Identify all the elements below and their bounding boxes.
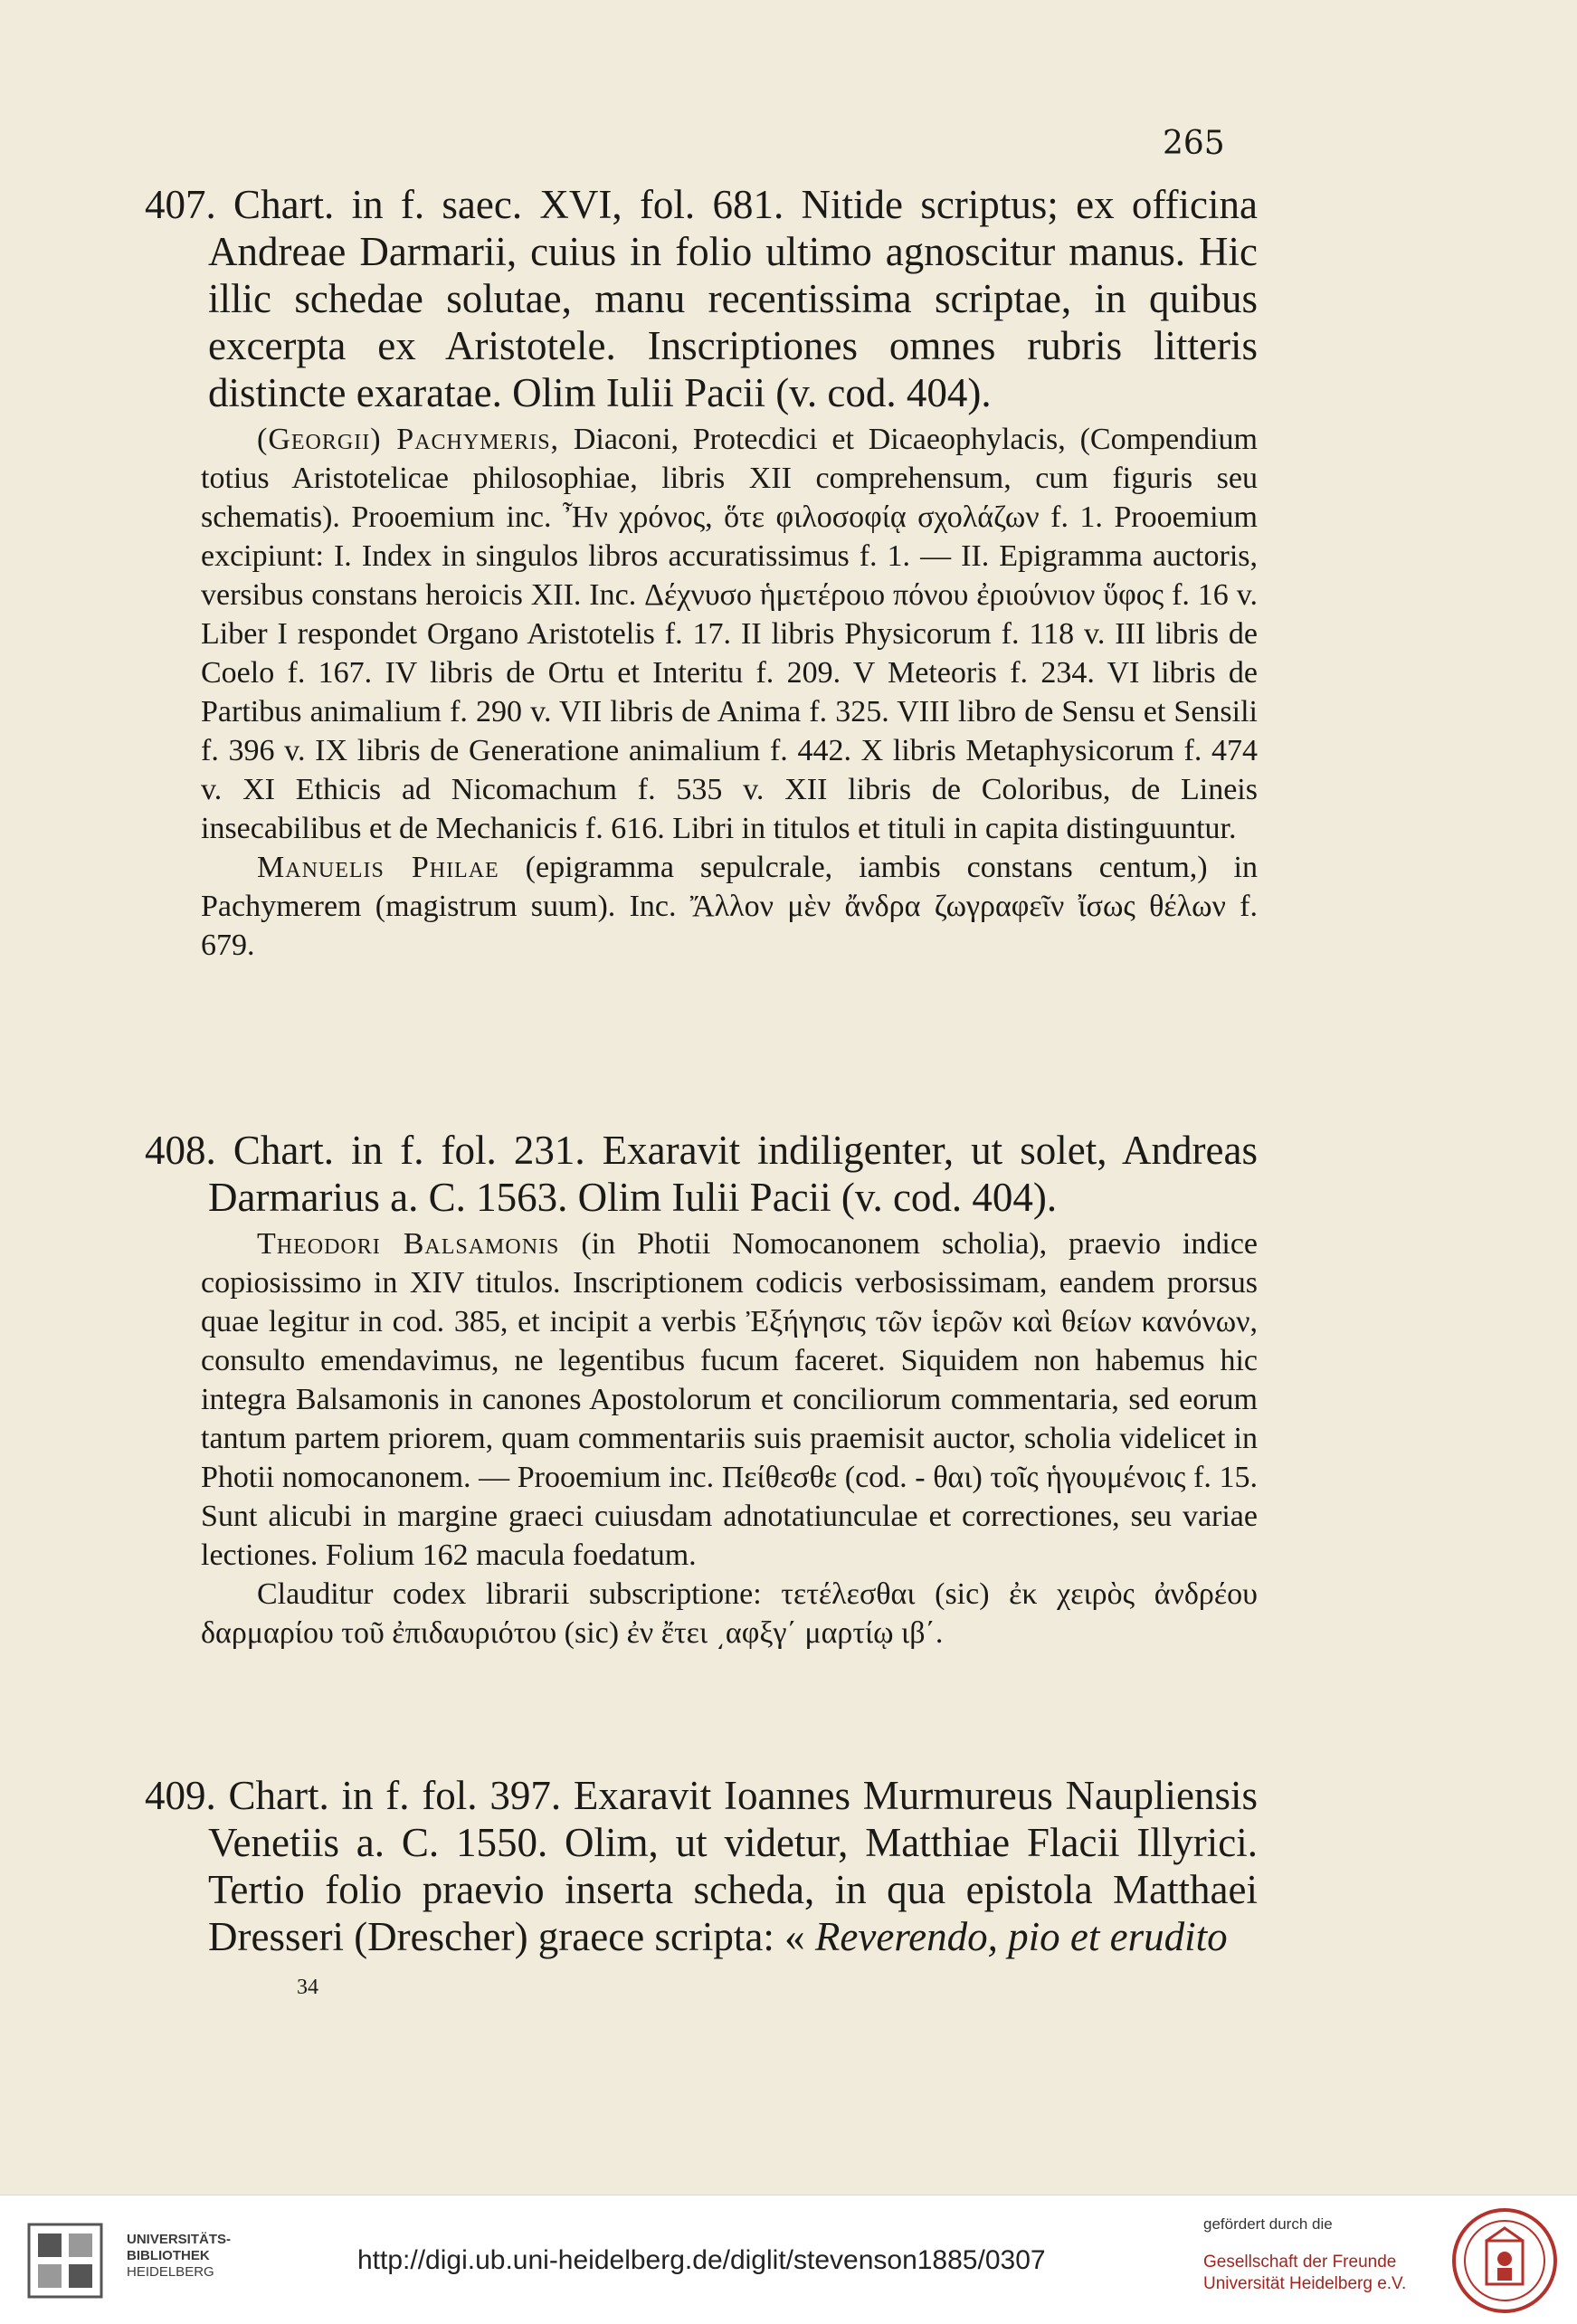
author-name: Theodori Balsamonis xyxy=(257,1227,560,1261)
author-name: (Georgii) Pachymeris, xyxy=(257,423,560,456)
author-name: Manuelis Philae xyxy=(257,851,499,884)
sponsor-name xyxy=(1203,2252,1475,2295)
paragraph-text: (in Photii Nomocanonem scholia), praevio indice copiosissimo in XIV titulos. Inscriptionem codicis verbosissimam, eandem prorsus quae legitur in cod. 385, et incipit a verbis Ἐξήγησις τῶν ἱερῶν καὶ θείων κανόνων, consulto emendavimus, ne legentibus fucum faceret. Siquidem non habemus hic integra Balsamonis in canones Apostolorum et conciliorum commentaria, sed eorum tantum partem priorem, quam commentariis suis praemisit auctor, scholia videlicet in Photii nomocanonem. — Prooemium inc. Πείθεσθε (cod. - θαι) τοῖς ἡγουμένοις f. 15. Sunt alicubi in margine graeci cuiusdam adnotatiunculae et correctiones, seu variae lectiones. Folium 162 macula foedatum. xyxy=(201,1227,1258,1572)
permalink-url[interactable]: http://digi.ub.uni-heidelberg.de/diglit/stevenson1885/0307 xyxy=(357,2245,1046,2275)
sponsor-name-line: Universität Heidelberg e.V. xyxy=(1203,2274,1407,2293)
library-name xyxy=(127,2232,280,2281)
library-logo-icon xyxy=(25,2221,105,2300)
entry-paragraph: Clauditur codex librarii subscriptione: τετέλεσθαι (sic) ἐκ χειρὸς ἀνδρέου δαρμαρίου τοῦ ἐπιδαυριότου (sic) ἐν ἔτει ͵αφξγ΄ μαρτίῳ ιβ΄. xyxy=(201,1577,1258,1650)
entry-heading: 407. Chart. in f. saec. XVI, fol. 681. Nitide scriptus; ex officina Andreae Darmarii, cuius in folio ultimo agnoscitur manus. Hic illic schedae solutae, manu recentissima scriptae, in quibus excerpta ex Aristotele. Inscriptiones omnes rubris litteris distincte exaratae. Olim Iulii Pacii (v. cod. 404). xyxy=(145,182,1258,415)
heading-text: 409. Chart. in f. fol. 397. Exaravit Ioannes Murmureus Naupliensis Venetiis a. C. 1550. Olim, ut videtur, Matthiae Flacii Illyrici. Tertio folio praevio inserta scheda, in qua epistola Matthaei Dresseri (Drescher) graece scripta: « xyxy=(145,1773,1258,1959)
sponsor-name-line: Gesellschaft der Freunde xyxy=(1203,2253,1397,2272)
entry-paragraph xyxy=(145,1224,1258,1575)
signature-mark: 34 xyxy=(297,1976,318,1999)
entry-paragraph xyxy=(145,420,1258,848)
entry-heading: 408. Chart. in f. fol. 231. Exaravit indiligenter, ut solet, Andreas Darmarius a. C. 1563. Olim Iulii Pacii (v. cod. 404). xyxy=(145,1128,1258,1220)
library-name-line: HEIDELBERG xyxy=(127,2264,214,2280)
sponsor-label: gefördert durch die xyxy=(1203,2215,1333,2233)
university-seal-icon xyxy=(1450,2206,1559,2315)
entry-407 xyxy=(145,181,1258,965)
page-number: 265 xyxy=(1163,125,1225,162)
heading-italic-text: Reverendo, pio et erudito xyxy=(814,1914,1228,1959)
paragraph-text: (epigramma sepulcrale, iambis constans centum,) in Pachymerem (magistrum suum). Inc. Ἄλλον μὲν ἄνδρα ζωγραφεῖν ἴσως θέλων f. 679. xyxy=(201,851,1258,962)
library-name-line: BIBLIOTHEK xyxy=(127,2248,210,2263)
paragraph-text: Diaconi, Protecdici et Dicaeophylacis, (Compendium totius Aristotelicae philosophiae, libris XII comprehensum, cum figuris seu schematis). Prooemium inc. Ἦν χρόνος, ὅτε φιλοσοφίᾳ σχολάζων f. 1. Prooemium excipiunt: I. Index in singulos libros accuratissimus f. 1. — II. Epigramma auctoris, versibus constans heroicis XII. Inc. Δέχνυσο ἡμετέροιο πόνου ἐριούνιον ὕφος f. 16 v. Liber I respondet Organo Aristotelis f. 17. II libris Physicorum f. 118 v. III libris de Coelo f. 167. IV libris de Ortu et Interitu f. 209. V Meteoris f. 234. VI libris de Partibus animalium f. 290 v. VII libris de Anima f. 325. VIII libro de Sensu et Sensili f. 396 v. IX libris de Generatione animalium f. 442. X libris Metaphysicorum f. 474 v. XI Ethicis ad Nicomachum f. 535 v. XII libris de Coloribus, de Lineis insecabilibus et de Mechanicis f. 616. Libri in titulos et tituli in capita distinguuntur. xyxy=(201,423,1258,845)
entry-409 xyxy=(145,1772,1258,1960)
digitization-footer xyxy=(0,2195,1577,2324)
library-name-line: UNIVERSITÄTS- xyxy=(127,2232,232,2247)
entry-heading xyxy=(145,1772,1258,1960)
entry-paragraph xyxy=(145,848,1258,965)
entry-408 xyxy=(145,1127,1258,1653)
